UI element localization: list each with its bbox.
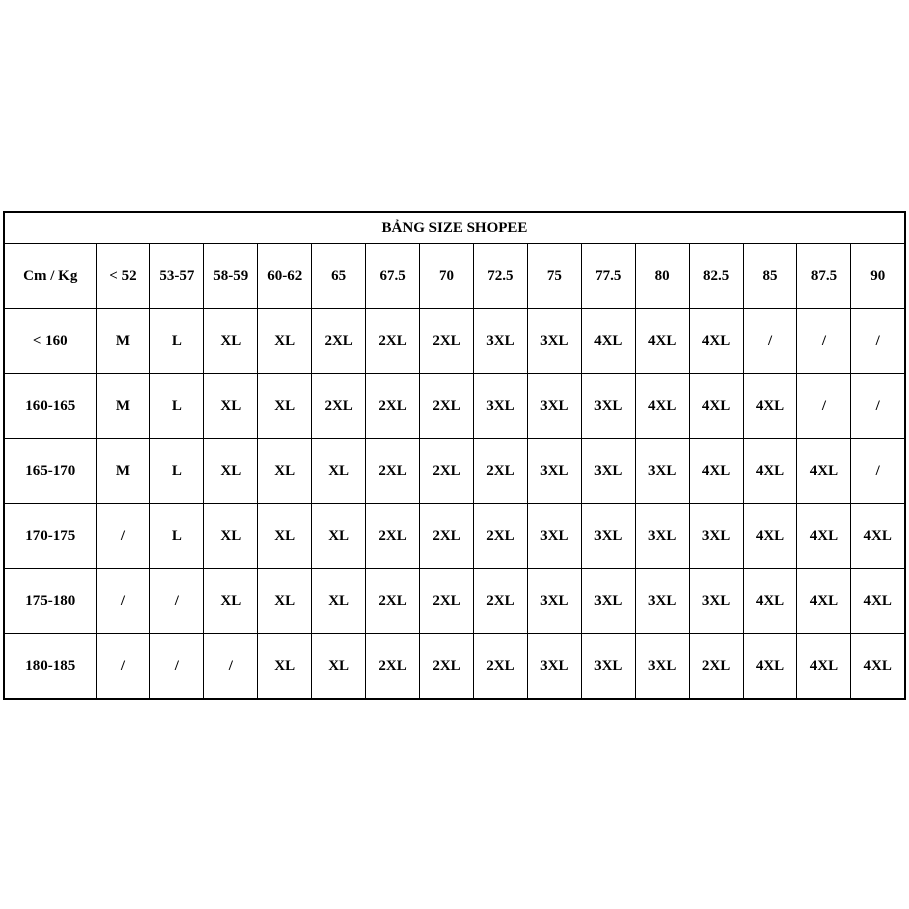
height-label-cell: 180-185 — [4, 634, 96, 700]
weight-header-cell: 60-62 — [258, 244, 312, 309]
size-cell: L — [150, 309, 204, 374]
size-cell: L — [150, 439, 204, 504]
weight-header-row — [4, 244, 905, 309]
size-cell: 3XL — [527, 374, 581, 439]
table-row — [4, 309, 905, 374]
size-cell: 4XL — [743, 634, 797, 700]
size-cell: 3XL — [527, 569, 581, 634]
height-label-cell: 175-180 — [4, 569, 96, 634]
size-cell: 3XL — [635, 504, 689, 569]
size-cell: 2XL — [420, 309, 474, 374]
corner-label: Cm / Kg — [4, 244, 96, 309]
weight-header-cell: < 52 — [96, 244, 150, 309]
size-cell: M — [96, 309, 150, 374]
size-cell: 4XL — [851, 569, 905, 634]
title-row — [4, 212, 905, 244]
size-cell: 2XL — [420, 374, 474, 439]
size-cell: 2XL — [312, 309, 366, 374]
size-cell: 2XL — [689, 634, 743, 700]
size-cell: 3XL — [527, 309, 581, 374]
size-cell: 2XL — [473, 634, 527, 700]
size-cell: 4XL — [851, 634, 905, 700]
weight-header-cell: 75 — [527, 244, 581, 309]
weight-header-cell: 90 — [851, 244, 905, 309]
size-cell: 3XL — [581, 569, 635, 634]
weight-header-cell: 80 — [635, 244, 689, 309]
size-cell: 2XL — [366, 374, 420, 439]
size-cell: XL — [312, 504, 366, 569]
weight-header-cell: 53-57 — [150, 244, 204, 309]
size-cell: / — [797, 374, 851, 439]
size-cell: 3XL — [527, 504, 581, 569]
size-cell: XL — [312, 569, 366, 634]
size-cell: 3XL — [689, 569, 743, 634]
size-cell: 4XL — [581, 309, 635, 374]
size-cell: 4XL — [797, 504, 851, 569]
height-label-cell: 165-170 — [4, 439, 96, 504]
weight-header-cell: 67.5 — [366, 244, 420, 309]
size-cell: 2XL — [420, 634, 474, 700]
weight-header-cell: 87.5 — [797, 244, 851, 309]
size-cell: / — [150, 634, 204, 700]
size-cell: 3XL — [527, 634, 581, 700]
weight-header-cell: 85 — [743, 244, 797, 309]
size-cell: 2XL — [420, 439, 474, 504]
size-cell: 3XL — [581, 374, 635, 439]
weight-header-cell: 70 — [420, 244, 474, 309]
size-cell: XL — [204, 504, 258, 569]
size-cell: 4XL — [743, 569, 797, 634]
size-cell: 4XL — [743, 439, 797, 504]
size-cell: / — [851, 439, 905, 504]
size-cell: XL — [258, 439, 312, 504]
size-cell: M — [96, 374, 150, 439]
size-cell: 4XL — [689, 374, 743, 439]
size-cell: 2XL — [366, 504, 420, 569]
size-cell: 2XL — [420, 569, 474, 634]
size-cell: 4XL — [797, 634, 851, 700]
size-cell: XL — [312, 439, 366, 504]
size-cell: 3XL — [473, 374, 527, 439]
table-row — [4, 634, 905, 700]
height-label-cell: < 160 — [4, 309, 96, 374]
table-row — [4, 569, 905, 634]
size-cell: 3XL — [635, 439, 689, 504]
table-row — [4, 504, 905, 569]
size-cell: / — [797, 309, 851, 374]
size-cell: / — [96, 504, 150, 569]
table-title: BẢNG SIZE SHOPEE — [4, 212, 905, 244]
size-cell: L — [150, 374, 204, 439]
weight-header-cell: 82.5 — [689, 244, 743, 309]
size-cell: 3XL — [581, 504, 635, 569]
size-cell: 2XL — [366, 309, 420, 374]
size-cell: 3XL — [581, 439, 635, 504]
weight-header-cell: 72.5 — [473, 244, 527, 309]
size-cell: 2XL — [473, 439, 527, 504]
size-cell: / — [96, 634, 150, 700]
size-cell: XL — [204, 309, 258, 374]
size-cell: XL — [258, 569, 312, 634]
size-cell: L — [150, 504, 204, 569]
size-cell: XL — [258, 504, 312, 569]
table-row — [4, 439, 905, 504]
size-cell: 3XL — [473, 309, 527, 374]
size-cell: XL — [258, 634, 312, 700]
size-cell: 2XL — [366, 439, 420, 504]
size-cell: 2XL — [366, 634, 420, 700]
size-cell: 2XL — [366, 569, 420, 634]
size-chart-table — [3, 211, 906, 700]
size-cell: / — [851, 309, 905, 374]
size-cell: / — [96, 569, 150, 634]
size-cell: 2XL — [420, 504, 474, 569]
weight-header-cell: 58-59 — [204, 244, 258, 309]
size-cell: 4XL — [635, 374, 689, 439]
size-cell: 3XL — [581, 634, 635, 700]
size-cell: / — [851, 374, 905, 439]
size-cell: 3XL — [635, 634, 689, 700]
weight-header-cell: 77.5 — [581, 244, 635, 309]
height-label-cell: 160-165 — [4, 374, 96, 439]
size-cell: 4XL — [635, 309, 689, 374]
size-cell: 3XL — [527, 439, 581, 504]
size-cell: 2XL — [473, 504, 527, 569]
size-cell: 3XL — [689, 504, 743, 569]
size-cell: 2XL — [312, 374, 366, 439]
size-cell: M — [96, 439, 150, 504]
weight-header-cell: 65 — [312, 244, 366, 309]
size-cell: XL — [204, 374, 258, 439]
size-cell: 4XL — [743, 374, 797, 439]
size-cell: XL — [204, 439, 258, 504]
size-cell: 4XL — [797, 439, 851, 504]
size-cell: XL — [312, 634, 366, 700]
height-label-cell: 170-175 — [4, 504, 96, 569]
size-cell: / — [743, 309, 797, 374]
size-cell: XL — [258, 309, 312, 374]
size-cell: / — [150, 569, 204, 634]
table-row — [4, 374, 905, 439]
size-cell: 4XL — [851, 504, 905, 569]
size-cell: XL — [204, 569, 258, 634]
size-cell: 4XL — [797, 569, 851, 634]
size-cell: 4XL — [743, 504, 797, 569]
size-cell: XL — [258, 374, 312, 439]
size-cell: 4XL — [689, 309, 743, 374]
size-cell: 2XL — [473, 569, 527, 634]
size-cell: 4XL — [689, 439, 743, 504]
size-cell: 3XL — [635, 569, 689, 634]
size-cell: / — [204, 634, 258, 700]
